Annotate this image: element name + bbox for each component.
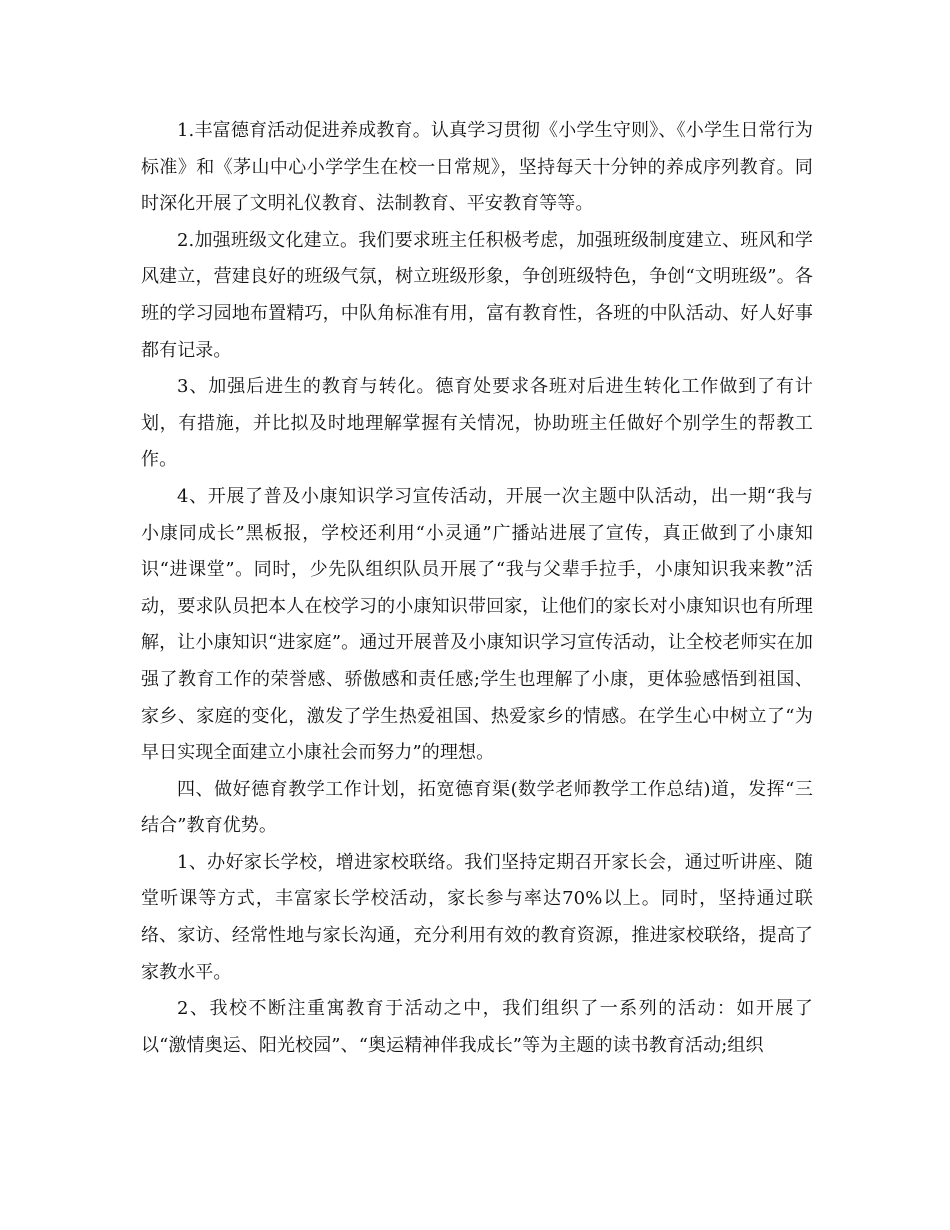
paragraph-activities: 2、我校不断注重寓教育于活动之中，我们组织了一系列的活动：如开展了以“激情奥运、阳光校园”、“奥运精神伴我成长”等为主题的读书教育活动;组织 bbox=[141, 998, 813, 1056]
paragraph-parent-school: 1、办好家长学校，增进家校联络。我们坚持定期召开家长会，通过听讲座、随堂听课等方式，丰富家长学校活动，家长参与率达70%以上。同时，坚持通过联络、家访、经常性地与家长沟通，充分利用有效的教育资源，推进家校联络，提高了家教水平。 bbox=[141, 851, 813, 983]
paragraph-xiaokang-campaign: 4、开展了普及小康知识学习宣传活动，开展一次主题中队活动，出一期“我与小康同成长”黑板报，学校还利用“小灵通”广播站进展了宣传，真正做到了小康知识“进课堂”。同时，少先队组织队员开展了“我与父辈手拉手，小康知识我来教”活动，要求队员把本人在校学习的小康知识带回家，让他们的家长对小康知识也有所理解，让小康知识“进家庭”。通过开展普及小康知识学习宣传活动，让全校老师实在加强了教育工作的荣誉感、骄傲感和责任感;学生也理解了小康，更体验感悟到祖国、家乡、家庭的变化，激发了学生热爱祖国、热爱家乡的情感。在学生心中树立了“为早日实现全面建立小康社会而努力”的理想。 bbox=[141, 485, 813, 764]
document-body bbox=[141, 113, 813, 1064]
paragraph-section-four: 四、做好德育教学工作计划，拓宽德育渠(数学老师教学工作总结)道，发挥“三结合”教育优势。 bbox=[141, 778, 813, 837]
paragraph-moral-education: 1.丰富德育活动促进养成教育。认真学习贯彻《小学生守则》、《小学生日常行为标准》和《茅山中心小学学生在校一日常规》，坚持每天十分钟的养成序列教育。同时深化开展了文明礼仪教育、法制教育、平安教育等等。 bbox=[141, 120, 813, 215]
paragraph-underachievers: 3、加强后进生的教育与转化。德育处要求各班对后进生转化工作做到了有计划，有措施，并比拟及时地理解掌握有关情况，协助班主任做好个别学生的帮教工作。 bbox=[141, 376, 813, 471]
paragraph-class-culture: 2.加强班级文化建立。我们要求班主任积极考虑，加强班级制度建立、班风和学风建立，营建良好的班级气氛，树立班级形象，争创班级特色，争创“文明班级”。各班的学习园地布置精巧，中队角标准有用，富有教育性，各班的中队活动、好人好事都有记录。 bbox=[141, 229, 813, 361]
